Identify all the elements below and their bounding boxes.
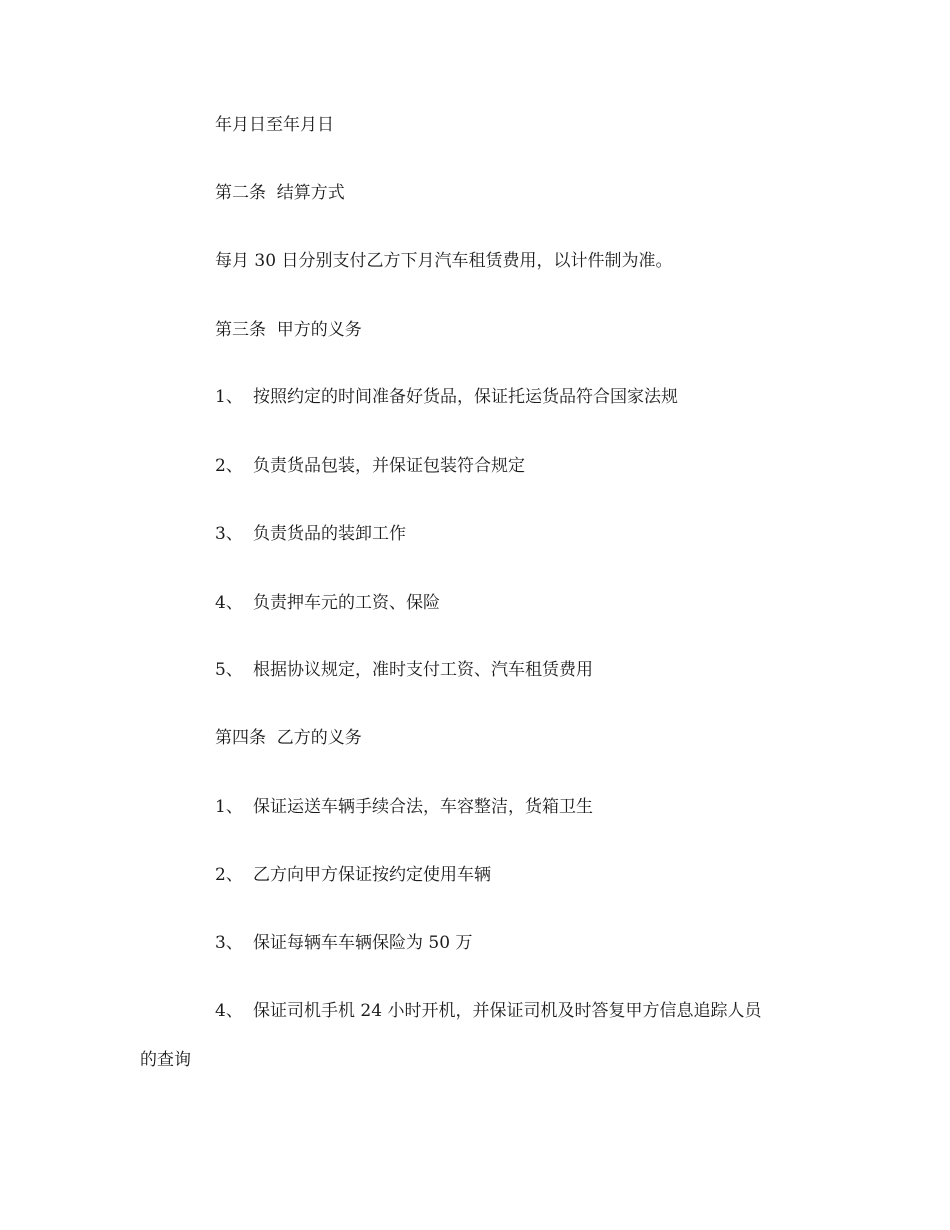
settlement-text: 每月 30 日分别支付乙方下月汽车租赁费用，以计件制为准。 bbox=[215, 251, 673, 271]
item-text: 按照约定的时间准备好货品，保证托运货品符合国家法规 bbox=[253, 387, 678, 407]
item-number: 4、 bbox=[215, 1001, 243, 1021]
item-text: 负责押车元的工资、保险 bbox=[253, 593, 440, 613]
item-text: 保证司机手机 24 小时开机，并保证司机及时答复甲方信息追踪人员 bbox=[253, 1001, 762, 1021]
heading-article-4: 第四条 乙方的义务 bbox=[215, 728, 362, 748]
period-line: 年月日至年月日 bbox=[215, 115, 334, 135]
item-number: 3、 bbox=[215, 933, 243, 953]
heading-article-3: 第三条 甲方的义务 bbox=[215, 320, 362, 340]
item-text: 保证每辆车车辆保险为 50 万 bbox=[253, 933, 473, 953]
item-number: 3、 bbox=[215, 524, 243, 544]
item-number: 1、 bbox=[215, 797, 243, 817]
item-text: 乙方向甲方保证按约定使用车辆 bbox=[253, 865, 491, 885]
party-a-item-1 bbox=[215, 386, 678, 408]
party-a-item-5 bbox=[215, 659, 593, 681]
item-text: 根据协议规定，准时支付工资、汽车租赁费用 bbox=[253, 660, 593, 680]
party-b-item-2 bbox=[215, 864, 491, 886]
heading-article-2: 第二条 结算方式 bbox=[215, 183, 345, 203]
item-text: 负责货品的装卸工作 bbox=[253, 524, 406, 544]
item-number: 1、 bbox=[215, 387, 243, 407]
party-a-item-4 bbox=[215, 592, 440, 614]
party-b-item-3 bbox=[215, 932, 472, 954]
item-number: 5、 bbox=[215, 660, 243, 680]
item-number: 4、 bbox=[215, 593, 243, 613]
item-number: 2、 bbox=[215, 865, 243, 885]
party-a-item-3 bbox=[215, 523, 406, 545]
party-b-item-4 bbox=[215, 1000, 761, 1022]
party-b-item-1 bbox=[215, 796, 593, 818]
item-number: 2、 bbox=[215, 456, 243, 476]
item-text: 负责货品包装，并保证包装符合规定 bbox=[253, 456, 525, 476]
item-text: 保证运送车辆手续合法，车容整洁，货箱卫生 bbox=[253, 797, 593, 817]
party-b-item-4-continuation: 的查询 bbox=[140, 1050, 191, 1070]
party-a-item-2 bbox=[215, 455, 525, 477]
